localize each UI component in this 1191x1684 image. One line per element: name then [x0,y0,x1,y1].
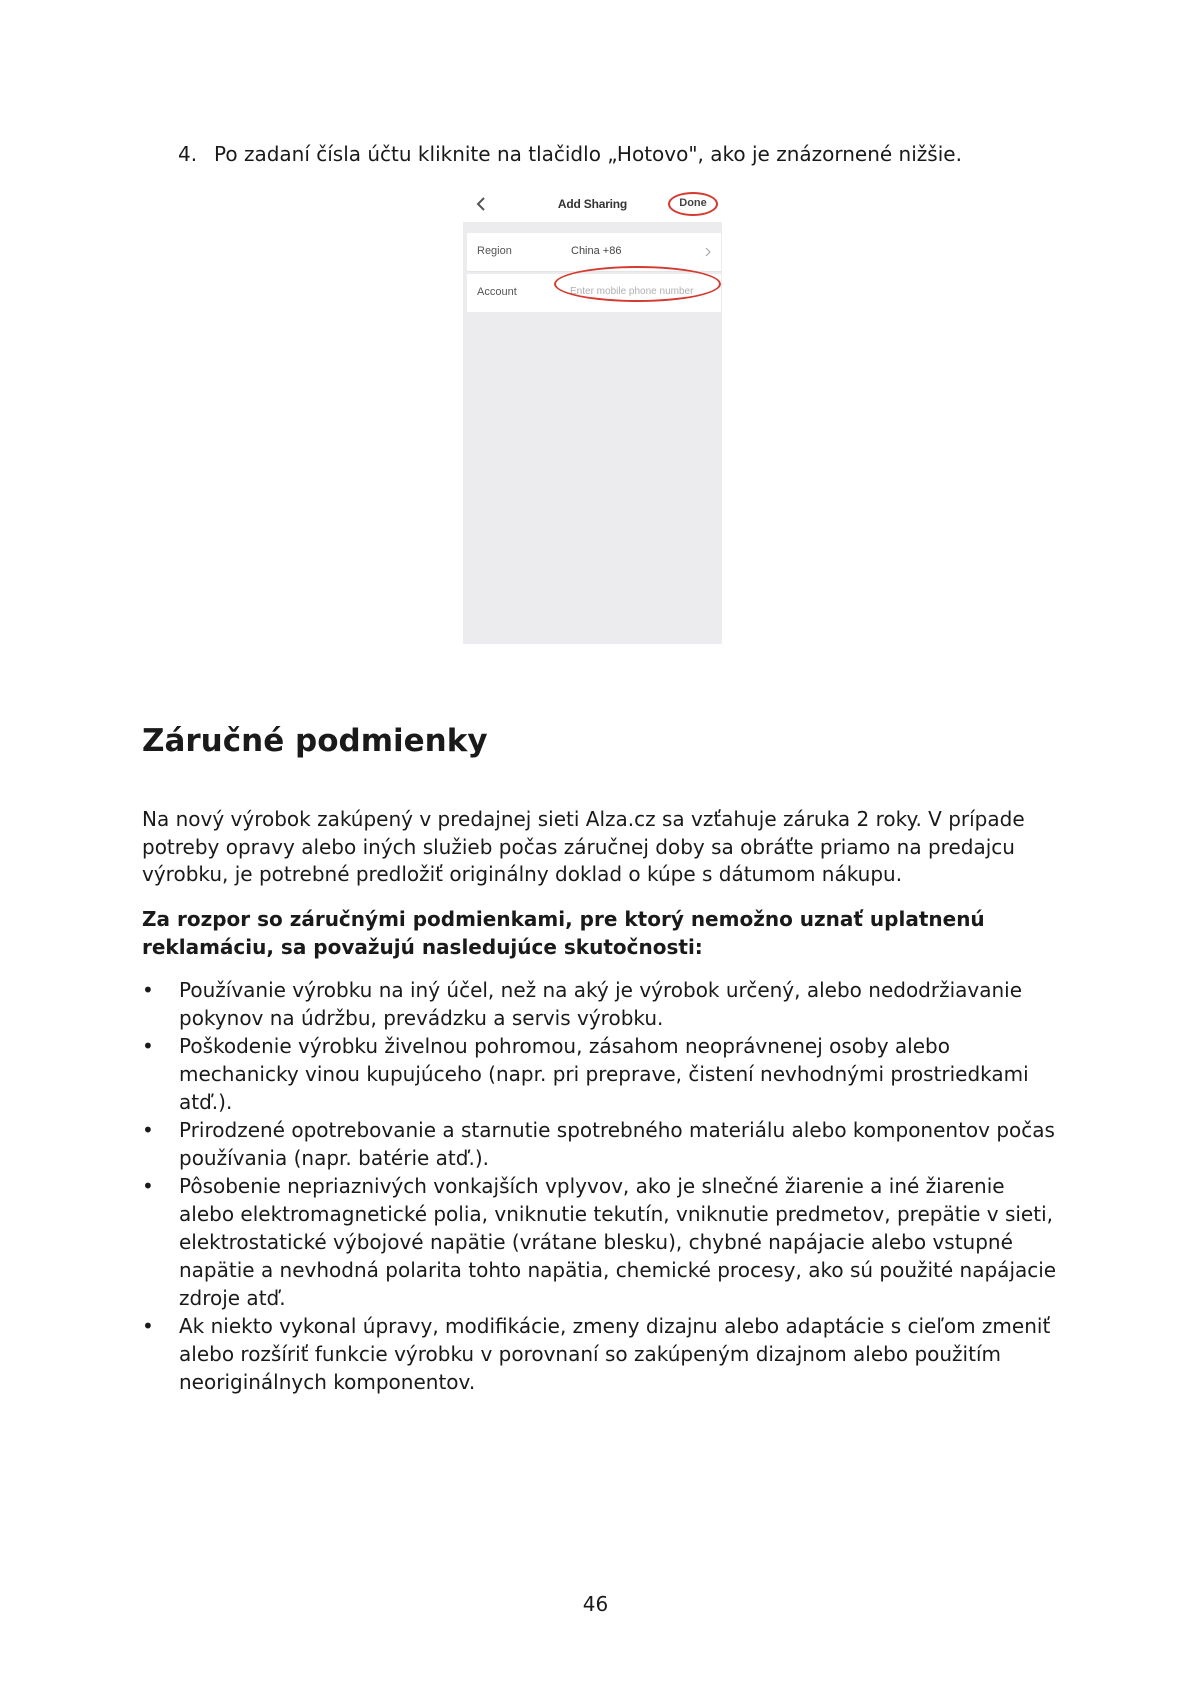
region-value: China +86 [571,245,622,257]
conditions-intro: Za rozpor so záručnými podmienkami, pre ktorý nemožno uznať uplatnenú reklamáciu, sa považujú nasledujúce skutočnosti: [142,907,985,959]
step-text: Po zadaní čísla účtu kliknite na tlačidlo „Hotovo", ako je znázornené nižšie. [214,142,962,166]
conditions-list [142,976,1062,1396]
bullet: • [142,1314,154,1338]
phone-screenshot [463,188,722,644]
bullet: • [142,1174,154,1198]
bullet: • [142,978,154,1002]
warranty-paragraph: Na nový výrobok zakúpený v predajnej sieti Alza.cz sa vzťahuje záruka 2 roky. V prípade potreby opravy alebo iných služieb počas záručnej doby sa obráťte priamo na predajcu výrobku, je potrebné predložiť originálny doklad o kúpe s dátumom nákupu. [142,807,1025,886]
step-number: 4. [178,142,198,166]
chevron-right-icon [704,245,712,259]
list-item [142,1032,1062,1116]
step-instruction [178,141,962,167]
list-item [142,1116,1062,1172]
list-item [142,1312,1062,1396]
list-item-text: Prirodzené opotrebovanie a starnutie spotrebného materiálu alebo komponentov počas používania (napr. batérie atď.). [179,1118,1055,1170]
screen-title: Add Sharing [557,197,628,211]
region-label: Region [477,245,512,257]
list-item-text: Používanie výrobku na iný účel, než na aký je výrobok určený, alebo nedodržiavanie pokynov na údržbu, prevádzku a servis výrobku. [179,978,1023,1030]
list-item-text: Pôsobenie nepriaznivých vonkajších vplyvov, ako je slnečné žiarenie a iné žiarenie alebo elektromagnetické polia, vniknutie tekutín, vniknutie predmetov, prepätie v sieti, elektrostatické výbojové napätie (vrátane blesku), chybné napájacie alebo vstupné napätie a nevhodná polarita tohto napätia, chemické procesy, ako sú použité napájacie zdroje atď. [179,1174,1057,1310]
list-item [142,976,1062,1032]
done-highlight-circle [668,192,718,216]
bullet: • [142,1118,154,1142]
list-item-text: Ak niekto vykonal úpravy, modifikácie, zmeny dizajnu alebo adaptácie s cieľom zmeniť alebo rozšíriť funkcie výrobku v porovnaní so zakúpeným dizajnom alebo použitím neoriginálnych komponentov. [179,1314,1051,1394]
list-item [142,1172,1062,1312]
account-label: Account [477,286,517,298]
section-heading: Záručné podmienky [142,723,488,759]
account-highlight-circle [554,266,721,302]
bullet: • [142,1034,154,1058]
phone-header [463,188,722,222]
list-item-text: Poškodenie výrobku živelnou pohromou, zásahom neoprávnenej osoby alebo mechanicky vinou kupujúceho (napr. pri preprave, čistení nevhodnými prostriedkami atď.). [179,1034,1029,1114]
region-row[interactable] [467,233,721,272]
page-number: 46 [582,1592,609,1616]
done-button[interactable]: Done [679,197,707,209]
